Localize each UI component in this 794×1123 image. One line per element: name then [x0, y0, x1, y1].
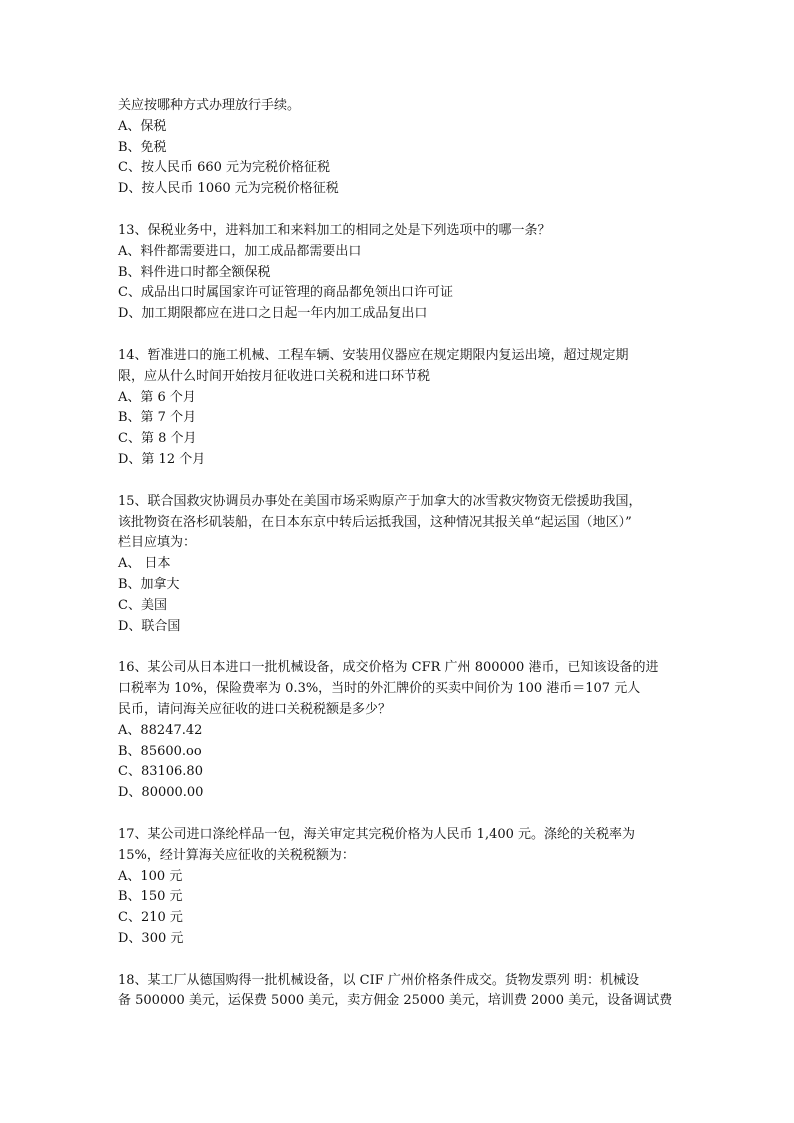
option-a: A、100 元: [118, 868, 183, 884]
question-stem-line: 17、某公司进口涤纶样品一包，海关审定其完税价格为人民币 1,400 元。涤纶的关税率为: [118, 826, 636, 842]
question-stem-line: 15%，经计算海关应征收的关税税额为：: [118, 847, 355, 863]
question-stem-line: 13、保税业务中，进料加工和来料加工的相同之处是下列选项中的哪一条？: [118, 222, 551, 238]
question-stem-line: 口税率为 10%，保险费率为 0.3%，当时的外汇牌价的买卖中间价为 100 港币＝107 元人: [118, 681, 641, 697]
option-a: A、料件都需要进口，加工成品都需要出口: [118, 243, 362, 259]
question-stem-line: 16、某公司从日本进口一批机械设备，成交价格为 CFR 广州 800000 港币，已知该设备的进: [118, 660, 659, 676]
option-c: C、按人民币 660 元为完税价格征税: [118, 160, 331, 176]
option-b: B、85600.oo: [118, 743, 202, 759]
option-a: A、保税: [118, 118, 167, 134]
question-stem-line: 备 500000 美元，运保费 5000 美元，卖方佣金 25000 美元，培训费 2000 美元，设备调试费: [118, 993, 673, 1009]
option-c: C、第 8 个月: [118, 431, 197, 447]
option-d: D、300 元: [118, 930, 184, 946]
option-d: D、第 12 个月: [118, 451, 206, 467]
question-stem-line: 限，应从什么时间开始按月征收进口关税和进口环节税: [118, 368, 431, 384]
document-page: [118, 96, 683, 1012]
option-d: D、按人民币 1060 元为完税价格征税: [118, 181, 339, 197]
question-13: [118, 221, 683, 325]
option-c: C、210 元: [118, 910, 183, 926]
question-stem-line: 18、某工厂从德国购得一批机械设备，以 CIF 广州价格条件成交。货物发票列 明：机械设: [118, 972, 640, 988]
option-c: C、美国: [118, 597, 167, 613]
question-stem-line: 栏目应填为：: [118, 535, 197, 551]
option-d: D、联合国: [118, 618, 181, 634]
question-block: [118, 96, 683, 200]
option-c: C、成品出口时属国家许可证管理的商品都免领出口许可证: [118, 285, 453, 301]
question-18: [118, 971, 683, 1013]
question-stem-line: 15、联合国救灾协调员办事处在美国市场采购原产于加拿大的冰雪救灾物资无偿援助我国，: [118, 493, 642, 509]
question-15: [118, 492, 683, 638]
question-16: [118, 658, 683, 804]
option-a: A、第 6 个月: [118, 389, 196, 405]
question-stem-line: 14、暂准进口的施工机械、工程车辆、安装用仪器应在规定期限内复运出境，超过规定期: [118, 347, 629, 363]
option-b: B、料件进口时都全额保税: [118, 264, 271, 280]
option-b: B、第 7 个月: [118, 410, 197, 426]
option-d: D、80000.00: [118, 785, 204, 801]
question-stem-line: 该批物资在洛杉矶装船，在日本东京中转后运抵我国，这种情况其报关单“起运国（地区）”: [118, 514, 632, 530]
question-stem-line: 民币，请问海关应征收的进口关税税额是多少？: [118, 701, 392, 717]
question-17: [118, 825, 683, 950]
option-b: B、加拿大: [118, 576, 180, 592]
option-d: D、加工期限都应在进口之日起一年内加工成品复出口: [118, 306, 428, 322]
option-a: A、 日本: [118, 556, 171, 572]
option-c: C、83106.80: [118, 764, 203, 780]
option-b: B、免税: [118, 139, 167, 155]
question-14: [118, 346, 683, 471]
question-stem-line: 关应按哪种方式办理放行手续。: [118, 98, 301, 113]
option-a: A、88247.42: [118, 722, 203, 738]
option-b: B、150 元: [118, 889, 183, 905]
